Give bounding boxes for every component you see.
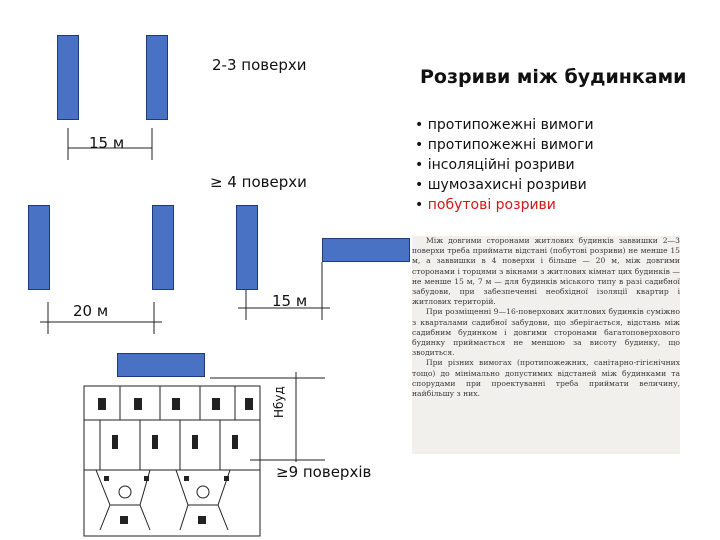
scan-paragraph-2: При розміщенні 9—16-поверхових житлових будинків суміжно з кварталами садибної забудови, що зберігається, відстань між садибним будинком і довгими сторонами багатоповерхового будинку приймається не меншою за висоту будинку, що зводиться.	[412, 307, 680, 358]
distance-15m-top-label: 15 м	[89, 134, 125, 152]
list-item: • протипожежні вимоги	[415, 117, 594, 133]
list-item: • шумозахисні розриви	[415, 177, 587, 193]
building-4-middle	[152, 205, 174, 290]
building-2-3-right	[146, 35, 168, 120]
scanned-text-excerpt	[412, 236, 680, 454]
building-4-horizontal	[322, 238, 410, 262]
building-9-floors	[117, 353, 205, 377]
requirements-list	[415, 115, 594, 215]
floors-ge9-label: ≥9 поверхів	[276, 463, 372, 481]
building-2-3-left	[57, 35, 79, 120]
slide-title: Розриви між будинками	[420, 66, 687, 88]
scan-paragraph-3: При різних вимогах (протипожежних, санітарно-гігієнічних тощо) до мінімально допустимих відстаней між будинками та спорудами при проектуванні треба приймати величину, найбільшу з них.	[412, 358, 680, 399]
distance-20m-label: 20 м	[73, 302, 109, 320]
floors-2-3-label: 2-3 поверхи	[212, 56, 307, 74]
scan-paragraph-1: Між довгими сторонами житлових будинків заввишки 2—3 поверхи треба приймати відстані (побутові розриви) не менше 15 м, а заввишки в 4 поверхи і більше — 20 м, між довгими сторонами і торцями з вікнами з житлових кімнат цих будинків — не менше 15 м, 7 м — для будинків міського типу в разі садибної забудови, при забезпеченні необхідної ізоляції квартир і житлових територій.	[412, 236, 680, 307]
list-item: • протипожежні вимоги	[415, 137, 594, 153]
floors-ge4-label: ≥ 4 поверхи	[210, 173, 307, 191]
distance-15m-mid-label: 15 м	[272, 292, 308, 310]
building-height-label: Hбуд	[272, 386, 286, 418]
list-item: • інсоляційні розриви	[415, 157, 575, 173]
building-4-left	[28, 205, 50, 290]
building-4-end	[236, 205, 258, 290]
list-item: • побутові розриви	[415, 197, 556, 213]
